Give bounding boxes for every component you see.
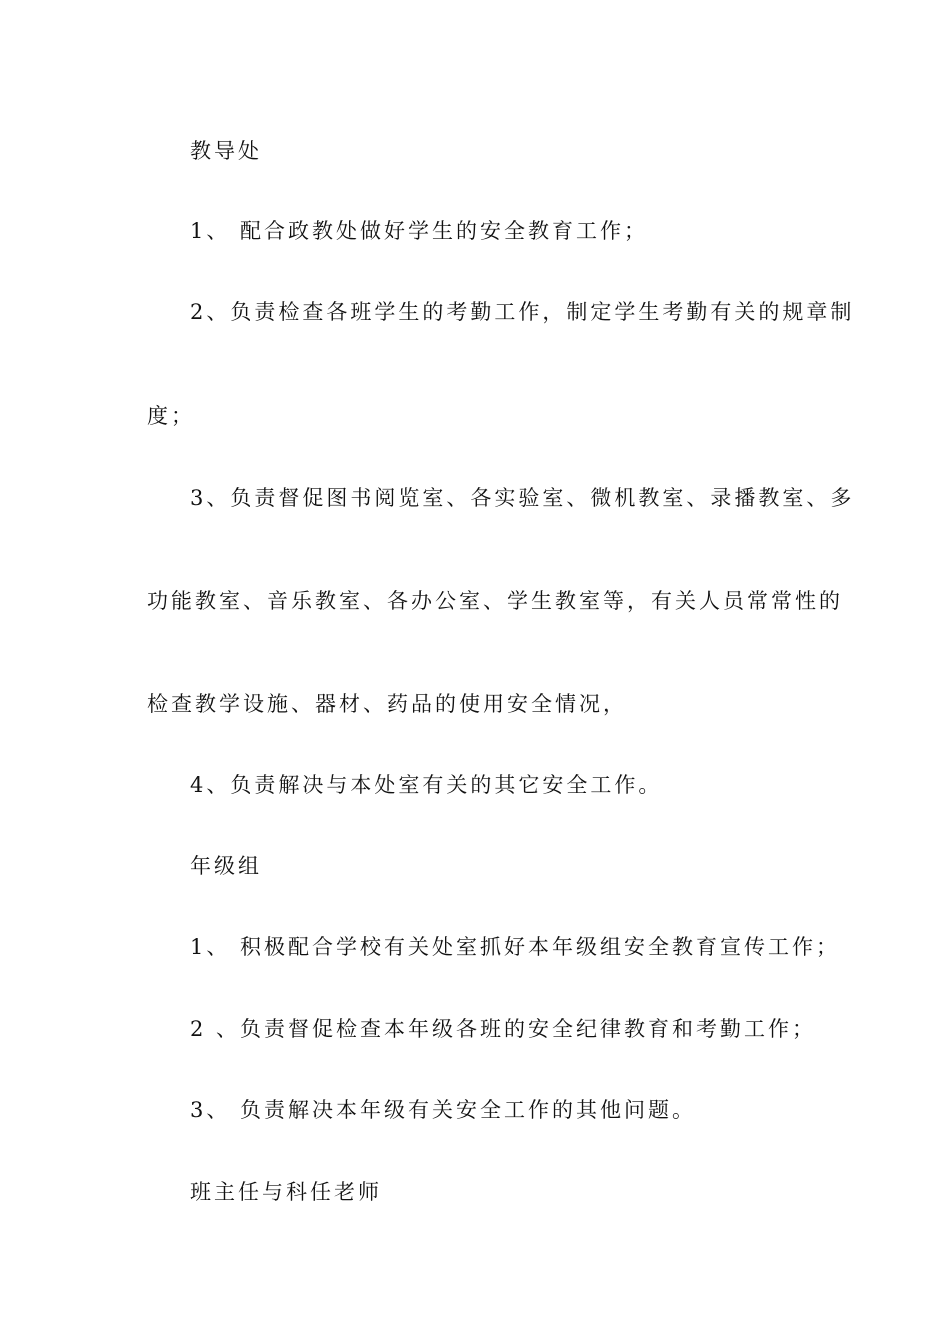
jiaodaochu-item-1: 1、 配合政教处做好学生的安全教育工作； [190, 219, 649, 243]
section-heading-nianjizu: 年级组 [190, 854, 262, 878]
jiaodaochu-item-3-line-2: 功能教室、音乐教室、各办公室、学生教室等，有关人员常常性的 [147, 589, 843, 613]
nianjizu-item-2: 2 、负责督促检查本年级各班的安全纪律教育和考勤工作； [190, 1017, 817, 1041]
jiaodaochu-item-2-line-1: 2、负责检查各班学生的考勤工作，制定学生考勤有关的规章制 [190, 300, 855, 324]
jiaodaochu-item-3-line-1: 3、负责督促图书阅览室、各实验室、微机教室、录播教室、多 [190, 486, 855, 510]
jiaodaochu-item-2-line-2: 度； [147, 404, 195, 428]
nianjizu-item-3: 3、 负责解决本年级有关安全工作的其他问题。 [190, 1098, 697, 1122]
nianjizu-item-1: 1、 积极配合学校有关处室抓好本年级组安全教育宣传工作； [190, 935, 841, 959]
jiaodaochu-item-3-line-3: 检查教学设施、器材、药品的使用安全情况， [147, 692, 627, 716]
section-heading-banzhuren: 班主任与科任老师 [190, 1180, 382, 1204]
section-heading-jiaodaochu: 教导处 [190, 139, 262, 163]
jiaodaochu-item-4: 4、负责解决与本处室有关的其它安全工作。 [190, 773, 663, 797]
